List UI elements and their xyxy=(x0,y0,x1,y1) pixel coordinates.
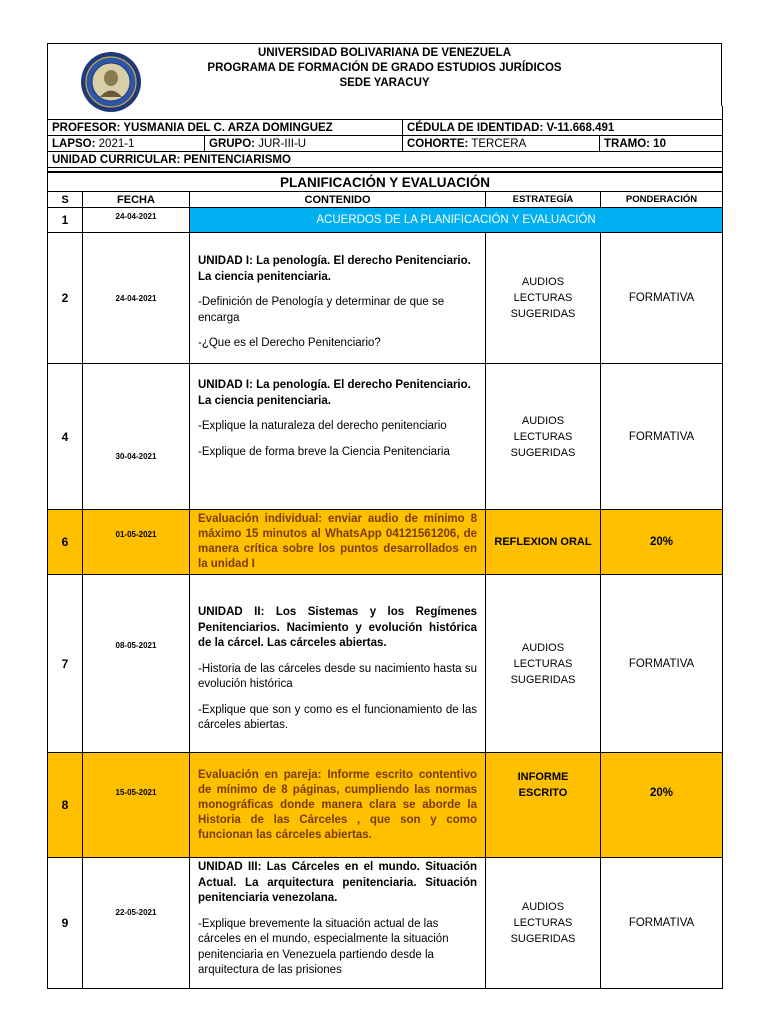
content-item: -Explique de forma breve la Ciencia Penitenciaria xyxy=(198,445,450,458)
content-heading: UNIDAD III: Las Cárceles en el mundo. Situación Actual. La arquitectura penitenciaria. Situación penitenciaria venezolana. xyxy=(198,861,477,904)
table-row xyxy=(48,233,723,364)
strategy-line: AUDIOS xyxy=(521,414,565,427)
row-strategy xyxy=(486,753,601,858)
row-date: 22-05-2021 xyxy=(83,858,190,989)
row-date: 01-05-2021 xyxy=(83,510,190,575)
content-heading: UNIDAD II: Los Sistemas y los Regímenes Penitenciarios. Nacimiento y evolución histórica de la cárcel. Las cárceles abiertas. xyxy=(198,606,477,650)
row-strategy xyxy=(486,575,601,753)
strategy-line: REFLEXION ORAL xyxy=(494,536,592,548)
row-content xyxy=(190,510,486,575)
table-row xyxy=(48,208,723,233)
table-row xyxy=(48,858,723,989)
row-date: 08-05-2021 xyxy=(83,575,190,753)
tramo-cell: TRAMO: 10 xyxy=(600,136,723,152)
strategy-line: SUGERIDAS xyxy=(510,446,576,459)
row-s: 6 xyxy=(48,510,83,575)
col-estrategia: ESTRATEGÍA xyxy=(486,192,601,208)
row-weight: FORMATIVA xyxy=(601,575,723,753)
cohorte-label: COHORTE: xyxy=(407,137,469,150)
col-fecha: FECHA xyxy=(83,192,190,208)
header-spacer xyxy=(48,106,723,120)
row-s: 7 xyxy=(48,575,83,753)
strategy-line: AUDIOS xyxy=(521,641,565,654)
strategy-line: SUGERIDAS xyxy=(510,933,576,945)
strategy-line: LECTURAS xyxy=(513,657,573,670)
strategy-line: LECTURAS xyxy=(513,430,573,443)
row-content xyxy=(190,858,486,989)
content-item: -Explique brevemente la situación actual de las cárceles en el mundo, especialmente la situación penitenciaria en Venezuela partiendo desde la arquitectura de las prisiones xyxy=(198,917,449,976)
row-content xyxy=(190,575,486,753)
table-row xyxy=(48,753,723,858)
row-content xyxy=(190,233,486,364)
row-s: 1 xyxy=(48,208,83,233)
row-date: 15-05-2021 xyxy=(83,753,190,858)
row-strategy xyxy=(486,510,601,575)
content-item: -Explique la naturaleza del derecho penitenciario xyxy=(198,420,447,432)
planning-table xyxy=(47,172,723,989)
cedula-cell: CÉDULA DE IDENTIDAD: V-11.668.491 xyxy=(403,120,723,136)
strategy-line: INFORME xyxy=(517,771,569,783)
row-content xyxy=(190,364,486,510)
row-s: 9 xyxy=(48,858,83,989)
info-table xyxy=(47,106,723,172)
planning-title: PLANIFICACIÓN Y EVALUACIÓN xyxy=(48,173,723,192)
seat-name: SEDE YARACUY xyxy=(339,77,430,89)
table-row xyxy=(48,364,723,510)
col-contenido: CONTENIDO xyxy=(190,192,486,208)
row-strategy xyxy=(486,233,601,364)
agreements-banner: ACUERDOS DE LA PLANIFICACIÓN Y EVALUACIÓN xyxy=(190,208,723,233)
content-item: -¿Que es el Derecho Penitenciario? xyxy=(198,337,381,350)
strategy-line: ESCRITO xyxy=(518,787,568,799)
grupo-value: JUR-III-U xyxy=(255,137,307,150)
content-heading: UNIDAD I: La penología. El derecho Penitenciario. La ciencia penitenciaria. xyxy=(198,379,471,407)
row-weight: 20% xyxy=(601,753,723,858)
content-item: -Definición de Penología y determinar de que se encarga xyxy=(198,296,445,324)
row-weight: 20% xyxy=(601,510,723,575)
lapso-value: 2021-1 xyxy=(95,137,135,150)
university-name: UNIVERSIDAD BOLIVARIANA DE VENEZUELA xyxy=(257,47,512,59)
unidad-curricular-cell: UNIDAD CURRICULAR: PENITENCIARISMO xyxy=(48,152,723,168)
program-name: PROGRAMA DE FORMACIÓN DE GRADO ESTUDIOS JURÍDICOS xyxy=(207,62,562,74)
content-item: -Historia de las cárceles desde su nacimiento hasta su evolución histórica xyxy=(198,662,477,691)
col-ponderacion: PONDERACIÓN xyxy=(601,192,723,208)
content-item: -Explique que son y como es el funcionamiento de las cárceles abiertas. xyxy=(198,703,477,732)
row-weight: FORMATIVA xyxy=(601,233,723,364)
strategy-line: SUGERIDAS xyxy=(510,673,576,686)
cohorte-value: TERCERA xyxy=(468,137,527,150)
row-strategy xyxy=(486,858,601,989)
content-heading: UNIDAD I: La penología. El derecho Penitenciario. La ciencia penitenciaria. xyxy=(198,255,471,283)
row-strategy xyxy=(486,364,601,510)
row-s: 8 xyxy=(48,753,83,858)
row-weight: FORMATIVA xyxy=(601,364,723,510)
table-row xyxy=(48,575,723,753)
cohorte-cell xyxy=(403,136,600,152)
grupo-label: GRUPO: xyxy=(209,137,255,150)
content-heading: Evaluación en pareja: Informe escrito contentivo de mínimo de 8 páginas, cumpliendo las normas monográficas donde manera clara se aborde la Historia de las Cárceles , que son y como funcionan las cárceles abiertas. xyxy=(198,768,477,841)
strategy-line: LECTURAS xyxy=(513,292,573,304)
row-date: 30-04-2021 xyxy=(83,364,190,510)
lapso-cell xyxy=(48,136,205,152)
planning-document xyxy=(47,43,722,989)
table-row xyxy=(48,510,723,575)
content-heading: Evaluación individual: enviar audio de mínimo 8 máximo 15 minutos al WhatsApp 04121561206, de manera crítica sobre los puntos desarrollados en la unidad I xyxy=(198,513,477,570)
col-s: S xyxy=(48,192,83,208)
column-header-row xyxy=(48,192,723,208)
strategy-line: AUDIOS xyxy=(521,276,565,288)
row-weight: FORMATIVA xyxy=(601,858,723,989)
strategy-line: LECTURAS xyxy=(513,917,573,929)
row-s: 4 xyxy=(48,364,83,510)
strategy-line: SUGERIDAS xyxy=(510,308,576,320)
lapso-label: LAPSO: xyxy=(52,137,96,150)
row-date: 24-04-2021 xyxy=(83,208,190,233)
row-s: 2 xyxy=(48,233,83,364)
document-header xyxy=(47,43,722,106)
row-content xyxy=(190,753,486,858)
grupo-cell xyxy=(205,136,403,152)
profesor-cell: PROFESOR: YUSMANIA DEL C. ARZA DOMINGUEZ xyxy=(48,120,403,136)
spacer-row xyxy=(48,168,723,172)
header-title-block xyxy=(48,46,721,91)
row-date: 24-04-2021 xyxy=(83,233,190,364)
strategy-line: AUDIOS xyxy=(521,901,565,913)
